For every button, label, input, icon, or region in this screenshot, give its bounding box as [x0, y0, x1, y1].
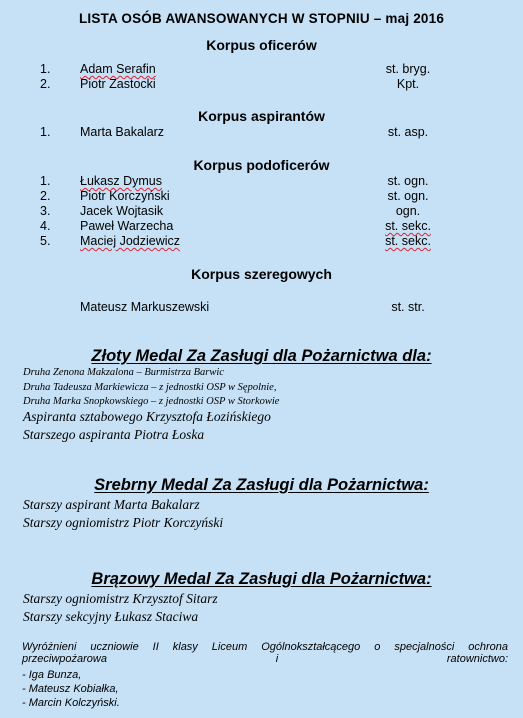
- medal-recipient: Druha Zenona Makzalona – Burmistrza Barwic: [23, 367, 224, 378]
- medal-recipient: Starszego aspiranta Piotra Łoska: [23, 427, 205, 442]
- row-number: 3.: [40, 204, 51, 218]
- person-rank: Kpt.: [396, 77, 420, 91]
- list-item: [0, 125, 523, 140]
- medal-recipient: Starszy ogniomistrz Piotr Korczyński: [23, 515, 224, 530]
- medal-heading-gold: Złoty Medal Za Zasługi dla Pożarnictwa dla:: [91, 347, 432, 365]
- list-item: [0, 204, 523, 219]
- person-rank: st. ogn.: [387, 174, 429, 188]
- list-item: [0, 189, 523, 204]
- person-name: Maciej Jodziewicz: [80, 234, 181, 248]
- row-number: 5.: [40, 234, 51, 248]
- section-heading-officers: Korpus oficerów: [206, 37, 317, 53]
- row-number: 4.: [40, 219, 51, 233]
- person-name: Jacek Wojtasik: [80, 204, 164, 218]
- medal-recipient: Starszy sekcyjny Łukasz Staciwa: [23, 609, 199, 624]
- medal-recipient: Druha Tadeusza Markiewicza – z jednostki OSP w Sępolnie,: [23, 382, 277, 393]
- list-item: [0, 219, 523, 234]
- row-number: 1.: [40, 62, 51, 76]
- medal-recipient: Starszy aspirant Marta Bakalarz: [23, 497, 200, 512]
- list-item: [0, 174, 523, 189]
- person-rank: st. sekc.: [385, 234, 431, 248]
- person-name: Piotr Zastocki: [80, 77, 156, 91]
- row-number: 2.: [40, 77, 51, 91]
- medal-heading-silver: Srebrny Medal Za Zasługi dla Pożarnictwa:: [94, 476, 429, 494]
- medal-recipient: Starszy ogniomistrz Krzysztof Sitarz: [23, 591, 218, 606]
- person-rank: st. sekc.: [385, 219, 431, 233]
- person-rank: st. bryg.: [385, 62, 431, 76]
- student-item: - Marcin Kolczyński.: [22, 697, 120, 709]
- person-rank: st. asp.: [387, 125, 429, 139]
- student-item: - Iga Bunza,: [22, 669, 82, 681]
- person-rank: st. ogn.: [387, 189, 429, 203]
- medal-heading-bronze: Brązowy Medal Za Zasługi dla Pożarnictwa:: [91, 570, 432, 588]
- section-heading-aspirants: Korpus aspirantów: [198, 108, 325, 124]
- medal-recipient: Aspiranta sztabowego Krzysztofa Łozińskiego: [23, 409, 271, 424]
- list-item: [0, 300, 523, 315]
- person-name: Łukasz Dymus: [80, 174, 162, 188]
- row-number: 2.: [40, 189, 51, 203]
- document-title: LISTA OSÓB AWANSOWANYCH W STOPNIU – maj 2016: [78, 11, 445, 26]
- student-item: - Mateusz Kobiałka,: [22, 683, 119, 695]
- person-name: Mateusz Markuszewski: [80, 300, 210, 314]
- list-item: [0, 77, 523, 92]
- person-rank: st. str.: [391, 300, 425, 314]
- list-item: [0, 62, 523, 77]
- person-name: Marta Bakalarz: [80, 125, 165, 139]
- list-item: [0, 234, 523, 249]
- person-name: Piotr Korczyński: [80, 189, 170, 203]
- person-name: Paweł Warzecha: [80, 219, 174, 233]
- person-name: Adam Serafin: [80, 62, 156, 76]
- person-rank: ogn.: [395, 204, 421, 218]
- medal-recipient: Druha Marka Snopkowskiego – z jednostki OSP w Storkowie: [23, 396, 280, 407]
- row-number: 1.: [40, 174, 51, 188]
- section-heading-nco: Korpus podoficerów: [193, 157, 330, 173]
- row-number: 1.: [40, 125, 51, 139]
- students-note: Wyróżnieni uczniowie II klasy Liceum Ogólnokształcącego o specjalności ochrona przeciwpożarowa i ratownictwo:: [22, 641, 508, 665]
- section-heading-privates: Korpus szeregowych: [191, 266, 332, 282]
